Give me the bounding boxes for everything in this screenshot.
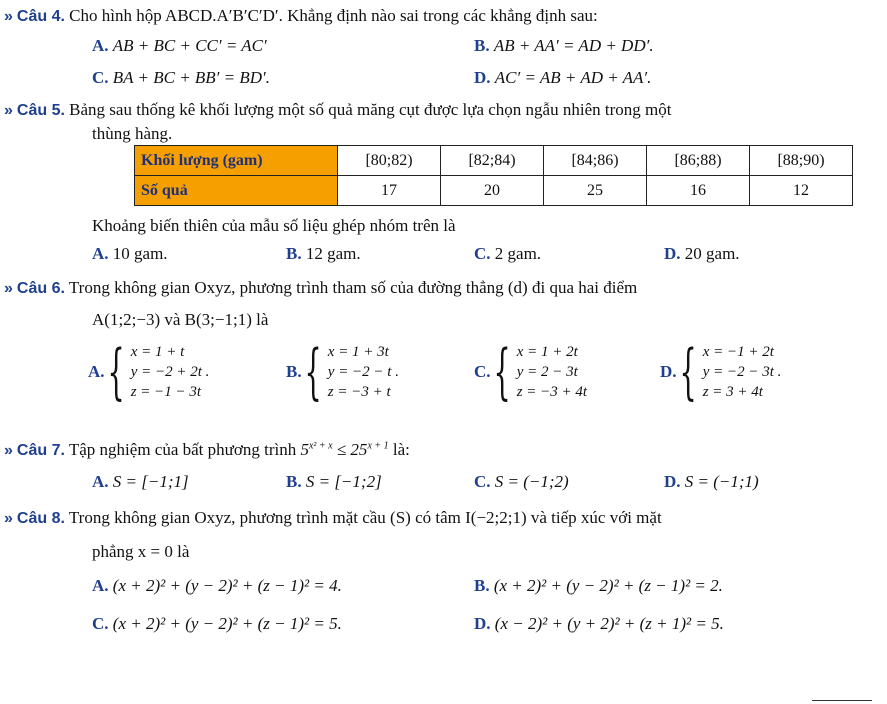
q6-text1: Trong không gian Oxyz, phương trình tham số của đường thẳng (d) đi qua hai điểm bbox=[68, 278, 638, 297]
q4-option-a[interactable]: A. AB + BC + CC′ = AC′ bbox=[92, 36, 267, 55]
table-cell: [84;86) bbox=[544, 146, 647, 176]
q4-option-b[interactable]: B. AB + AA′ = AD + DD′. bbox=[474, 36, 654, 55]
table-row bbox=[135, 176, 853, 206]
table-cell: 17 bbox=[338, 176, 441, 206]
q8-option-d[interactable]: D. (x − 2)² + (y + 2)² + (z + 1)² = 5. bbox=[474, 614, 724, 633]
q5-option-c[interactable]: C. 2 gam. bbox=[474, 244, 542, 263]
q7-text: Tập nghiệm của bất phương trình bbox=[68, 440, 297, 459]
q7-option-b[interactable]: B. S = [−1;2] bbox=[286, 472, 382, 491]
q6-text2: A(1;2;−3) và B(3;−1;1) là bbox=[92, 310, 269, 329]
q8-option-c[interactable]: C. (x + 2)² + (y − 2)² + (z − 1)² = 5. bbox=[92, 614, 342, 633]
q8-heading: » Câu 8. bbox=[4, 510, 65, 527]
q4-text: Cho hình hộp ABCD.A′B′C′D′. Khẳng định nào sai trong các khẳng định sau: bbox=[69, 6, 598, 25]
table-cell: [86;88) bbox=[647, 146, 750, 176]
q8-option-b[interactable]: B. (x + 2)² + (y − 2)² + (z − 1)² = 2. bbox=[474, 576, 723, 595]
q4-option-d[interactable]: D. AC′ = AB + AD + AA′. bbox=[474, 68, 652, 87]
q5-question: Khoảng biến thiên của mẫu số liệu ghép nhóm trên là bbox=[92, 216, 456, 235]
table-cell: 12 bbox=[750, 176, 853, 206]
q5-text2: thùng hàng. bbox=[92, 124, 173, 143]
table-row bbox=[135, 146, 853, 176]
q7-option-c[interactable]: C. S = (−1;2) bbox=[474, 472, 569, 491]
table-cell: 16 bbox=[647, 176, 750, 206]
q5-option-a[interactable]: A. 10 gam. bbox=[92, 244, 168, 263]
q5-line1 bbox=[4, 100, 671, 120]
q4-option-c[interactable]: C. BA + BC + BB′ = BD′. bbox=[92, 68, 270, 87]
q7-option-a[interactable]: A. S = [−1;1] bbox=[92, 472, 189, 491]
table-cell: [82;84) bbox=[441, 146, 544, 176]
table-header-count: Số quả bbox=[135, 176, 338, 206]
table-cell: [88;90) bbox=[750, 146, 853, 176]
q8-text1: Trong không gian Oxyz, phương trình mặt cầu (S) có tâm I(−2;2;1) và tiếp xúc với mặt bbox=[68, 508, 662, 527]
q8-option-a[interactable]: A. (x + 2)² + (y − 2)² + (z − 1)² = 4. bbox=[92, 576, 342, 595]
page-rule bbox=[812, 700, 872, 701]
q4-line bbox=[4, 6, 598, 26]
q6-option-d[interactable]: D. { x = −1 + 2t y = −2 − 3t . z = 3 + 4t bbox=[660, 337, 782, 407]
q6-option-a[interactable]: A. { x = 1 + t y = −2 + 2t . z = −1 − 3t bbox=[88, 337, 210, 407]
table-header-mass: Khối lượng (gam) bbox=[135, 146, 338, 176]
q8-text2: phẳng x = 0 là bbox=[92, 542, 190, 561]
table-cell: [80;82) bbox=[338, 146, 441, 176]
q6-option-b[interactable]: B. { x = 1 + 3t y = −2 − t . z = −3 + t bbox=[286, 337, 399, 407]
q5-option-b[interactable]: B. 12 gam. bbox=[286, 244, 361, 263]
q6-line1 bbox=[4, 278, 637, 298]
q5-heading: » Câu 5. bbox=[4, 102, 65, 119]
q6-heading: » Câu 6. bbox=[4, 280, 65, 297]
q5-table bbox=[134, 145, 853, 206]
q7-line1: » Câu 7. Tập nghiệm của bất phương trình $5^{x^2 + x} \le 25^{x + 1}$ là: bbox=[4, 440, 410, 459]
q7-heading: » Câu 7. bbox=[4, 442, 65, 459]
table-cell: 25 bbox=[544, 176, 647, 206]
q6-option-c[interactable]: C. { x = 1 + 2t y = 2 − 3t z = −3 + 4t bbox=[474, 337, 588, 407]
q7-option-d[interactable]: D. S = (−1;1) bbox=[664, 472, 759, 491]
q4-heading: » Câu 4. bbox=[4, 8, 65, 25]
q8-line1 bbox=[4, 508, 662, 528]
q5-option-d[interactable]: D. 20 gam. bbox=[664, 244, 740, 263]
q5-text1: Bảng sau thống kê khối lượng một số quả măng cụt được lựa chọn ngẫu nhiên trong một bbox=[69, 100, 672, 119]
table-cell: 20 bbox=[441, 176, 544, 206]
q7-inequality: $5^{x^2 + x} \le 25^{x + 1}$ bbox=[300, 440, 389, 459]
